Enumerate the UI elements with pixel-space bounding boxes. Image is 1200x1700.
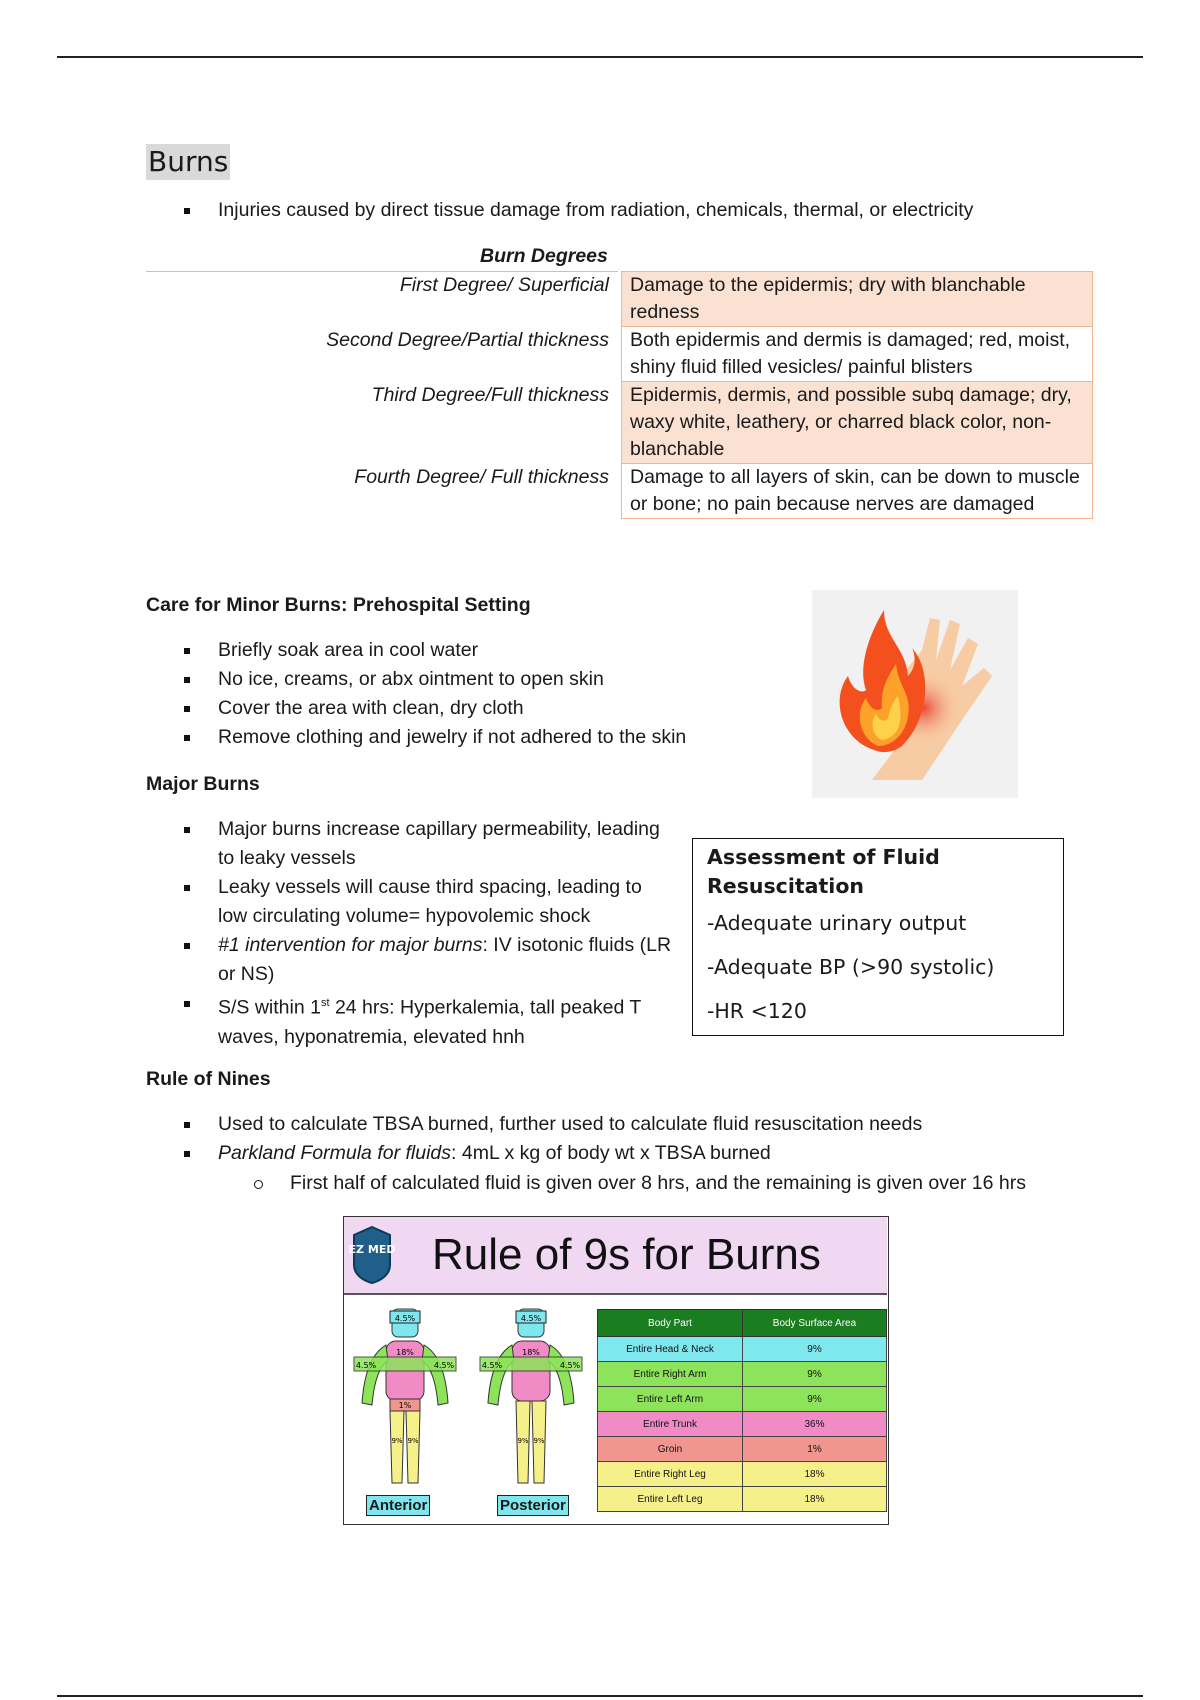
fluid-item: -HR <120 [707,999,807,1023]
anterior-left-arm-pct: 4.5% [433,1361,455,1370]
degree-cell: Second Degree/Partial thickness [326,328,609,351]
degree-cell: Fourth Degree/ Full thickness [354,465,609,488]
anterior-groin-pct: 1% [398,1401,412,1410]
table-row [598,1487,887,1512]
description-cell: Both epidermis and dermis is damaged; red, moist, shiny fluid filled vesicles/ painful blisters [622,327,1093,382]
table-body [598,1337,887,1512]
ez-med-logo-icon [348,1225,396,1285]
anterior-label: Anterior [366,1495,430,1516]
rule-of-nines-graphic [343,1216,889,1525]
list-item: Cover the area with clean, dry cloth [146,694,686,723]
burned-hand-illustration [812,590,1018,798]
body-part-cell: Entire Trunk [598,1412,743,1437]
parkland-sublist [218,1169,1026,1198]
ss-text: 24 hrs: Hyperkalemia, tall peaked T waves, hyponatremia, elevated hnh [218,996,641,1048]
body-part-cell: Entire Right Arm [598,1362,743,1387]
fluid-box-title: Assessment of Fluid Resuscitation [707,845,940,898]
page-title: Burns [148,145,229,178]
degree-cell: First Degree/ Superficial [399,273,609,296]
table-row [598,1362,887,1387]
posterior-label: Posterior [497,1495,569,1516]
posterior-trunk-pct: 18% [522,1348,540,1357]
body-part-cell: Entire Head & Neck [598,1337,743,1362]
description-cell: Damage to the epidermis; dry with blanchable redness [622,272,1093,327]
table-row [146,464,1093,519]
anterior-figure-icon [346,1303,466,1503]
list-item [146,931,676,989]
top-rule [57,56,1143,58]
table-row [146,327,1093,382]
body-area-cell: 36% [743,1412,887,1437]
body-area-cell: 18% [743,1487,887,1512]
parkland-emphasis: Parkland Formula for fluids [218,1142,452,1164]
fluid-resuscitation-box [692,838,1064,1036]
intervention-text: : IV isotonic fluids (LR or NS) [218,934,672,985]
degree-cell: Third Degree/Full thickness [371,383,609,406]
table-row [146,272,1093,327]
major-burns-heading: Major Burns [146,773,260,795]
body-area-cell: 1% [743,1437,887,1462]
graphic-header [344,1217,887,1295]
body-area-cell: 9% [743,1337,887,1362]
burn-table-caption: Burn Degrees [480,245,608,267]
ez-med-logo-text: EZ MED [348,1243,396,1256]
rule-of-nines-heading: Rule of Nines [146,1068,271,1090]
body-part-cell: Entire Right Leg [598,1462,743,1487]
list-item: Used to calculate TBSA burned, further used to calculate fluid resuscitation needs [146,1110,922,1139]
table-row [146,382,1093,464]
body-part-cell: Groin [598,1437,743,1462]
table-row [598,1462,887,1487]
fluid-item: -Adequate BP (>90 systolic) [707,955,995,979]
anterior-left-leg-pct: 9% [407,1437,419,1445]
parkland-text: : 4mL x kg of body wt x TBSA burned [451,1142,771,1164]
posterior-right-arm-pct: 4.5% [559,1361,581,1370]
posterior-head-pct: 4.5% [520,1314,542,1323]
list-item: No ice, creams, or abx ointment to open skin [146,665,686,694]
list-item [146,989,676,1052]
minor-burns-heading: Care for Minor Burns: Prehospital Setting [146,594,531,616]
intro-list [146,196,973,225]
bottom-rule [57,1695,1143,1697]
fluid-item: -Adequate urinary output [707,911,967,935]
body-part-cell: Entire Left Leg [598,1487,743,1512]
list-item: Remove clothing and jewelry if not adhered to the skin [146,723,686,752]
anterior-head-pct: 4.5% [394,1314,416,1323]
major-burns-list [146,815,676,1052]
anterior-right-leg-pct: 9% [391,1437,403,1445]
list-item: Leaky vessels will cause third spacing, leading to low circulating volume= hypovolemic shock [146,873,676,931]
minor-burns-list [146,636,686,752]
table-header-row [598,1310,887,1337]
burn-degrees-table [146,271,1093,519]
table-row [598,1437,887,1462]
list-item: Injuries caused by direct tissue damage from radiation, chemicals, thermal, or electricity [146,196,973,225]
body-area-cell: 9% [743,1362,887,1387]
list-item [146,1139,922,1168]
body-surface-area-table [597,1309,887,1512]
graphic-title: Rule of 9s for Burns [432,1230,821,1279]
list-item: First half of calculated fluid is given over 8 hrs, and the remaining is given over 16 hrs [218,1169,1026,1198]
description-cell: Damage to all layers of skin, can be down to muscle or bone; no pain because nerves are damaged [622,464,1093,519]
anterior-trunk-pct: 18% [396,1348,414,1357]
body-part-cell: Entire Left Arm [598,1387,743,1412]
table-row [598,1337,887,1362]
ss-prefix: S/S within 1 [218,996,321,1019]
body-area-cell: 18% [743,1462,887,1487]
posterior-right-leg-pct: 9% [533,1437,545,1445]
anterior-right-arm-pct: 4.5% [355,1361,377,1370]
list-item: Major burns increase capillary permeability, leading to leaky vessels [146,815,676,873]
posterior-figure-icon [472,1303,592,1503]
table-row [598,1412,887,1437]
posterior-left-arm-pct: 4.5% [481,1361,503,1370]
description-cell: Epidermis, dermis, and possible subq damage; dry, waxy white, leathery, or charred black color, non-blanchable [622,382,1093,464]
table-row [598,1387,887,1412]
posterior-left-leg-pct: 9% [517,1437,529,1445]
intervention-emphasis: #1 intervention for major burns [218,934,483,956]
body-area-cell: 9% [743,1387,887,1412]
burned-hand-icon [812,590,1018,798]
ss-superscript: st [320,997,330,1009]
list-item: Briefly soak area in cool water [146,636,686,665]
rule-of-nines-list [146,1110,922,1168]
header-body-part: Body Part [598,1310,743,1337]
header-body-surface-area: Body Surface Area [743,1310,887,1337]
